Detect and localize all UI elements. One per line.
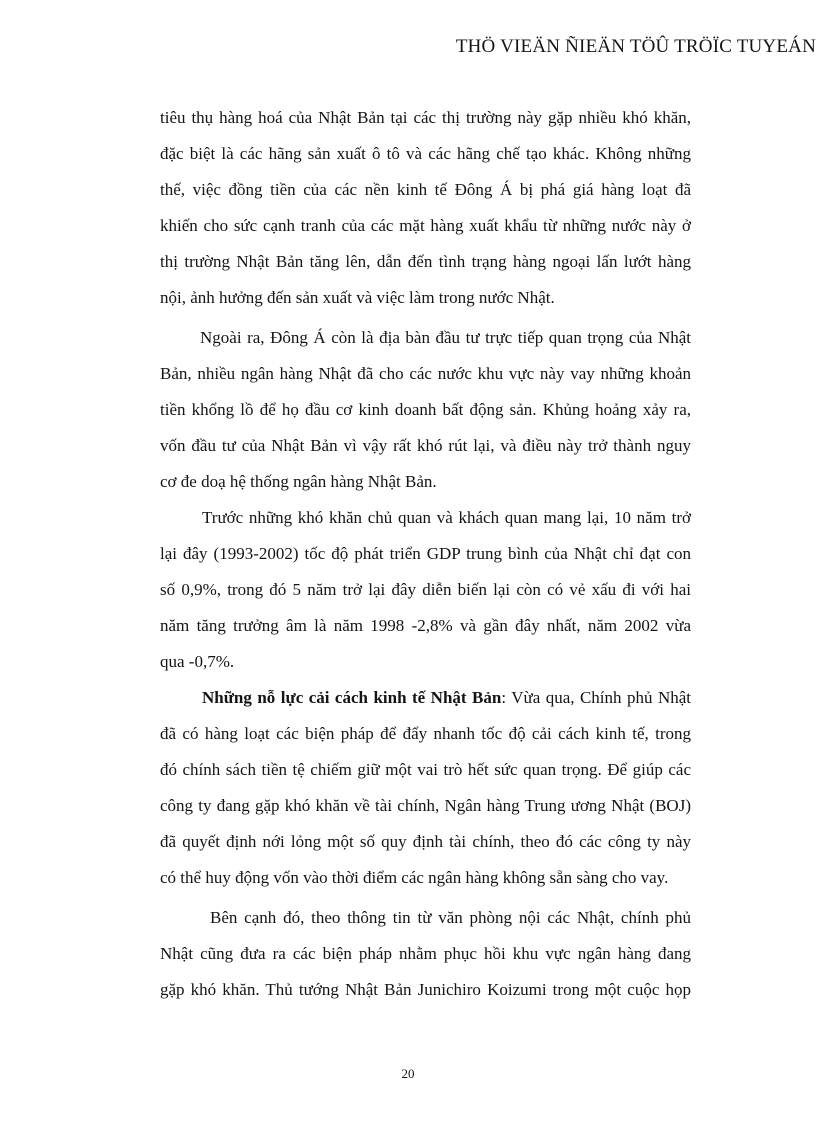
text-line: lại đây (1993-2002) tốc độ phát triển GDP trung bình của Nhật chỉ đạt con xyxy=(160,544,691,563)
text-line: Bên cạnh đó, theo thông tin từ văn phòng nội các Nhật, chính phủ xyxy=(210,908,691,927)
page-number: 20 xyxy=(401,1066,415,1081)
text-line: công ty đang gặp khó khăn về tài chính, Ngân hàng Trung ương Nhật (BOJ) xyxy=(160,796,691,815)
paragraph xyxy=(160,320,691,500)
text-line: thị trường Nhật Bản tăng lên, dẫn đến tình trạng hàng ngoại lấn lướt hàng xyxy=(160,252,691,271)
paragraph xyxy=(160,100,691,316)
text-line: gặp khó khăn. Thủ tướng Nhật Bản Junichiro Koizumi trong một cuộc họp xyxy=(160,980,691,999)
text-line: Nhật cũng đưa ra các biện pháp nhằm phục hồi khu vực ngân hàng đang xyxy=(160,944,691,963)
text-line: Ngoài ra, Đông Á còn là địa bàn đầu tư trực tiếp quan trọng của Nhật xyxy=(200,328,691,347)
text-line: thế, việc đồng tiền của các nền kinh tế Đông Á bị phá giá hàng loạt đã xyxy=(160,180,691,199)
text-run: : Vừa qua, Chính phủ Nhật xyxy=(501,688,692,707)
text-line: đặc biệt là các hãng sản xuất ô tô và các hãng chế tạo khác. Không những xyxy=(160,144,691,163)
text-line: nội, ảnh hưởng đến sản xuất và việc làm trong nước Nhật. xyxy=(160,288,555,307)
text-line xyxy=(160,680,691,716)
text-line: cơ đe doạ hệ thống ngân hàng Nhật Bản. xyxy=(160,472,437,491)
text-line: khiến cho sức cạnh tranh của các mặt hàng xuất khẩu từ những nước này ở xyxy=(160,216,691,235)
text-line: đã quyết định nới lỏng một số quy định tài chính, theo đó các công ty này xyxy=(160,832,691,851)
text-line: qua -0,7%. xyxy=(160,652,235,671)
text-line: năm tăng trưởng âm là năm 1998 -2,8% và gần đây nhất, năm 2002 vừa xyxy=(160,616,691,635)
text-line: đó chính sách tiền tệ chiếm giữ một vai trò hết sức quan trọng. Để giúp các xyxy=(160,760,691,779)
section-heading: Những nỗ lực cải cách kinh tế Nhật Bản xyxy=(202,688,502,707)
text-line: Bản, nhiều ngân hàng Nhật đã cho các nước khu vực này vay những khoản xyxy=(160,364,691,383)
paragraph xyxy=(160,500,691,680)
text-line: số 0,9%, trong đó 5 năm trở lại đây diễn biến lại còn có vẻ xấu đi với hai xyxy=(160,580,691,599)
text-line: tiêu thụ hàng hoá của Nhật Bản tại các thị trường này gặp nhiều khó khăn, xyxy=(160,108,691,127)
document-body xyxy=(160,100,691,1008)
text-line: có thể huy động vốn vào thời điểm các ngân hàng không sẵn sàng cho vay. xyxy=(160,868,669,887)
text-line: Trước những khó khăn chủ quan và khách quan mang lại, 10 năm trở xyxy=(202,508,691,527)
text-line: tiền khổng lồ để họ đầu cơ kinh doanh bất động sản. Khủng hoảng xảy ra, xyxy=(160,400,691,419)
paragraph xyxy=(160,900,691,1008)
running-header: THÖ VIEÄN ÑIEÄN TÖÛ TRÖÏC TUYEÁN xyxy=(455,36,816,57)
paragraph xyxy=(160,680,691,896)
text-line: đã có hàng loạt các biện pháp để đẩy nhanh tốc độ cải cách kinh tế, trong xyxy=(160,724,691,743)
text-line: vốn đầu tư của Nhật Bản vì vậy rất khó rút lại, và điều này trở thành nguy xyxy=(160,436,691,455)
